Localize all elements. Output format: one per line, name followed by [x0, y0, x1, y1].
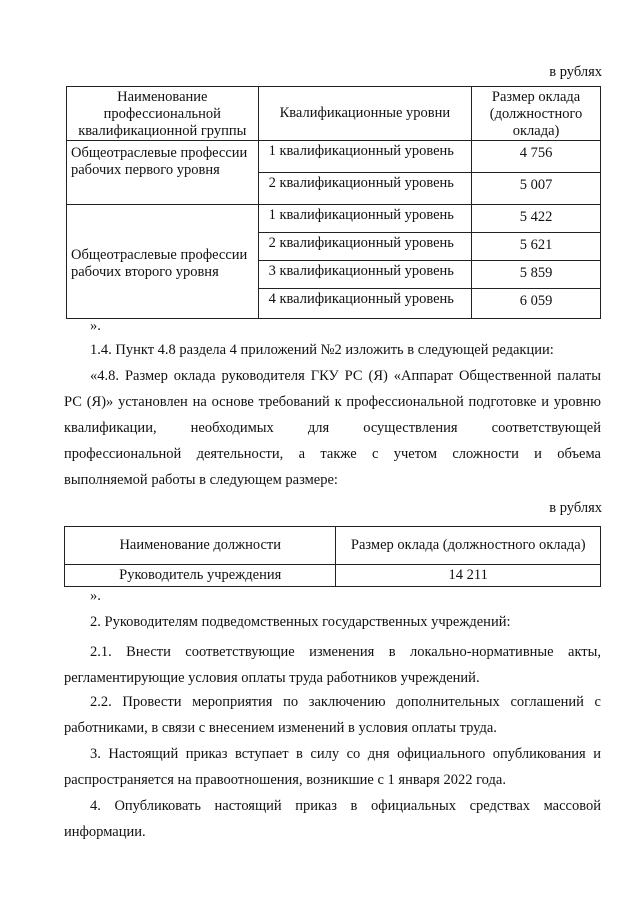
- table1-salary-cell: 5 422: [472, 205, 601, 233]
- table1-level-cell: 4 квалификационный уровень: [258, 289, 472, 319]
- table2-header-position: Наименование должности: [65, 527, 336, 565]
- table1-group-name: Общеотраслевые профессии рабочих первого уровня: [67, 141, 259, 205]
- closing-quote: ».: [90, 588, 101, 604]
- paragraph-4-8-line: РС (Я)» установлен на основе требований к профессиональной подготовке и уровню: [64, 394, 601, 410]
- table2-position-cell: Руководитель учреждения: [65, 565, 336, 587]
- paragraph-4-8-line: профессиональной деятельности, а также с учетом сложности и объема: [64, 446, 601, 462]
- table1-salary-cell: 5 859: [472, 261, 601, 289]
- table1-group-name: Общеотраслевые профессии рабочих второго уровня: [67, 205, 259, 319]
- paragraph-4-8-line: выполняемой работы в следующем размере:: [64, 472, 338, 488]
- paragraph-1-4: 1.4. Пункт 4.8 раздела 4 приложений №2 изложить в следующей редакции:: [90, 342, 554, 358]
- table1-salary-cell: 5 621: [472, 233, 601, 261]
- table1-salary-cell: 5 007: [472, 173, 601, 205]
- paragraph-4-8-line: квалификации, необходимых для осуществления соответствующей: [64, 420, 601, 436]
- table1-header-salary: Размер оклада (должностного оклада): [472, 87, 601, 141]
- paragraph-2-1: 2.1. Внести соответствующие изменения в локально-нормативные акты, регламентирующие условия оплаты труда работников учреждений.: [64, 644, 601, 686]
- salary-table-director: [64, 526, 601, 587]
- table2-salary-cell: 14 211: [336, 565, 601, 587]
- paragraph-4: 4. Опубликовать настоящий приказ в официальных средствах массовой информации.: [64, 798, 601, 840]
- table1-salary-cell: 4 756: [472, 141, 601, 173]
- salary-table-workers: [66, 86, 601, 319]
- paragraph-2-2: 2.2. Провести мероприятия по заключению дополнительных соглашений с работниками, в связи с внесением изменений в условия оплаты труда.: [64, 694, 601, 736]
- paragraph-2: 2. Руководителям подведомственных государственных учреждений:: [90, 614, 511, 630]
- closing-quote: ».: [90, 318, 101, 334]
- unit-label-top: в рублях: [549, 64, 602, 80]
- table2-header-salary: Размер оклада (должностного оклада): [336, 527, 601, 565]
- table1-level-cell: 1 квалификационный уровень: [258, 205, 472, 233]
- table1-header-levels: Квалификационные уровни: [258, 87, 472, 141]
- table1-level-cell: 2 квалификационный уровень: [258, 173, 472, 205]
- table1-header-group: Наименование профессиональной квалификационной группы: [67, 87, 259, 141]
- paragraph-3: 3. Настоящий приказ вступает в силу со дня официального опубликования и распространяется на правоотношения, возникшие с 1 января 2022 года.: [64, 746, 601, 788]
- table1-level-cell: 2 квалификационный уровень: [258, 233, 472, 261]
- table1-salary-cell: 6 059: [472, 289, 601, 319]
- unit-label-mid: в рублях: [549, 500, 602, 516]
- paragraph-4-8-line: «4.8. Размер оклада руководителя ГКУ РС (Я) «Аппарат Общественной палаты: [90, 368, 601, 384]
- table1-level-cell: 3 квалификационный уровень: [258, 261, 472, 289]
- table1-level-cell: 1 квалификационный уровень: [258, 141, 472, 173]
